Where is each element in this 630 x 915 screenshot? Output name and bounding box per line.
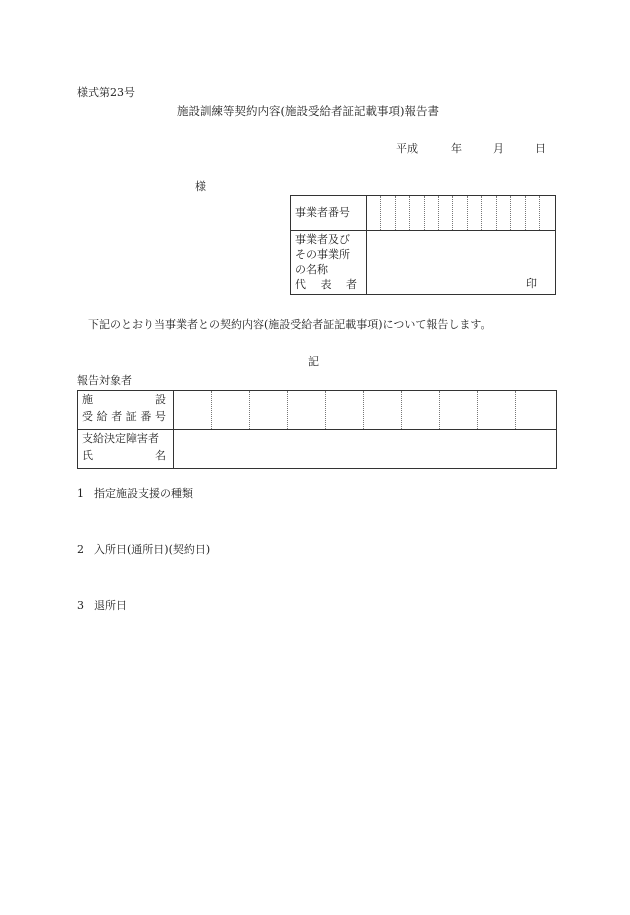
business-name-label-line: の名称 bbox=[295, 262, 328, 276]
business-number-cell[interactable] bbox=[410, 196, 424, 231]
business-name-label-line: 事業者及び bbox=[295, 233, 350, 246]
date-year: 年 bbox=[451, 142, 462, 155]
business-number-cell[interactable] bbox=[496, 196, 510, 231]
business-number-cell[interactable] bbox=[525, 196, 539, 231]
seal-mark: 印 bbox=[526, 276, 537, 290]
form-number: 様式第23号 bbox=[77, 86, 135, 99]
certificate-number-cell[interactable] bbox=[478, 391, 516, 430]
business-number-cell[interactable] bbox=[482, 196, 496, 231]
date-month: 月 bbox=[493, 142, 504, 155]
certificate-number-cell[interactable] bbox=[174, 391, 212, 430]
date-era: 平成 bbox=[396, 142, 418, 155]
guardian-name-label: 支給決定障害者 氏 名 bbox=[78, 430, 174, 469]
business-name-label-line: その事業所 bbox=[295, 247, 350, 261]
certificate-number-cell[interactable] bbox=[440, 391, 478, 430]
certificate-number-label: 施 設 受 給 者 証 番 号 bbox=[78, 391, 174, 430]
business-name-field[interactable] bbox=[366, 231, 555, 295]
business-number-cell[interactable] bbox=[511, 196, 525, 231]
business-number-cell[interactable] bbox=[381, 196, 395, 231]
business-number-cell[interactable] bbox=[467, 196, 481, 231]
heading-ki: 記 bbox=[308, 355, 319, 368]
business-number-cell[interactable] bbox=[540, 196, 556, 231]
certificate-number-cell[interactable] bbox=[326, 391, 364, 430]
business-name-label bbox=[291, 231, 367, 295]
item-2 bbox=[77, 543, 210, 558]
date-line bbox=[396, 142, 546, 157]
item-1 bbox=[77, 487, 193, 502]
item-number: 1 bbox=[77, 487, 84, 500]
business-number-cell[interactable] bbox=[395, 196, 409, 231]
applicant-table bbox=[290, 195, 556, 295]
guardian-name-field[interactable] bbox=[174, 430, 557, 469]
representative-label: 代 表 者 bbox=[295, 277, 357, 291]
business-number-cell[interactable] bbox=[424, 196, 438, 231]
certificate-number-cell[interactable] bbox=[288, 391, 326, 430]
addressee-suffix: 様 bbox=[195, 180, 206, 193]
item-number: 2 bbox=[77, 543, 84, 556]
business-number-cell[interactable] bbox=[438, 196, 452, 231]
form-title: 施設訓練等契約内容(施設受給者証記載事項)報告書 bbox=[177, 104, 439, 118]
certificate-number-cell[interactable] bbox=[212, 391, 250, 430]
intro-text: 下記のとおり当事業者との契約内容(施設受給者証記載事項)について報告します。 bbox=[88, 318, 492, 331]
date-day: 日 bbox=[535, 142, 546, 155]
report-target-label: 報告対象者 bbox=[77, 374, 132, 387]
report-target-table bbox=[77, 390, 557, 469]
item-text: 入所日(通所日)(契約日) bbox=[94, 543, 211, 556]
business-number-cell[interactable] bbox=[366, 196, 380, 231]
item-text: 指定施設支援の種類 bbox=[94, 487, 193, 500]
item-3 bbox=[77, 599, 127, 614]
certificate-number-cell[interactable] bbox=[516, 391, 557, 430]
item-text: 退所日 bbox=[94, 599, 127, 612]
business-number-label: 事業者番号 bbox=[291, 196, 367, 231]
certificate-number-cell[interactable] bbox=[364, 391, 402, 430]
certificate-number-cell[interactable] bbox=[250, 391, 288, 430]
certificate-number-cell[interactable] bbox=[402, 391, 440, 430]
business-number-cell[interactable] bbox=[453, 196, 467, 231]
item-number: 3 bbox=[77, 599, 84, 612]
